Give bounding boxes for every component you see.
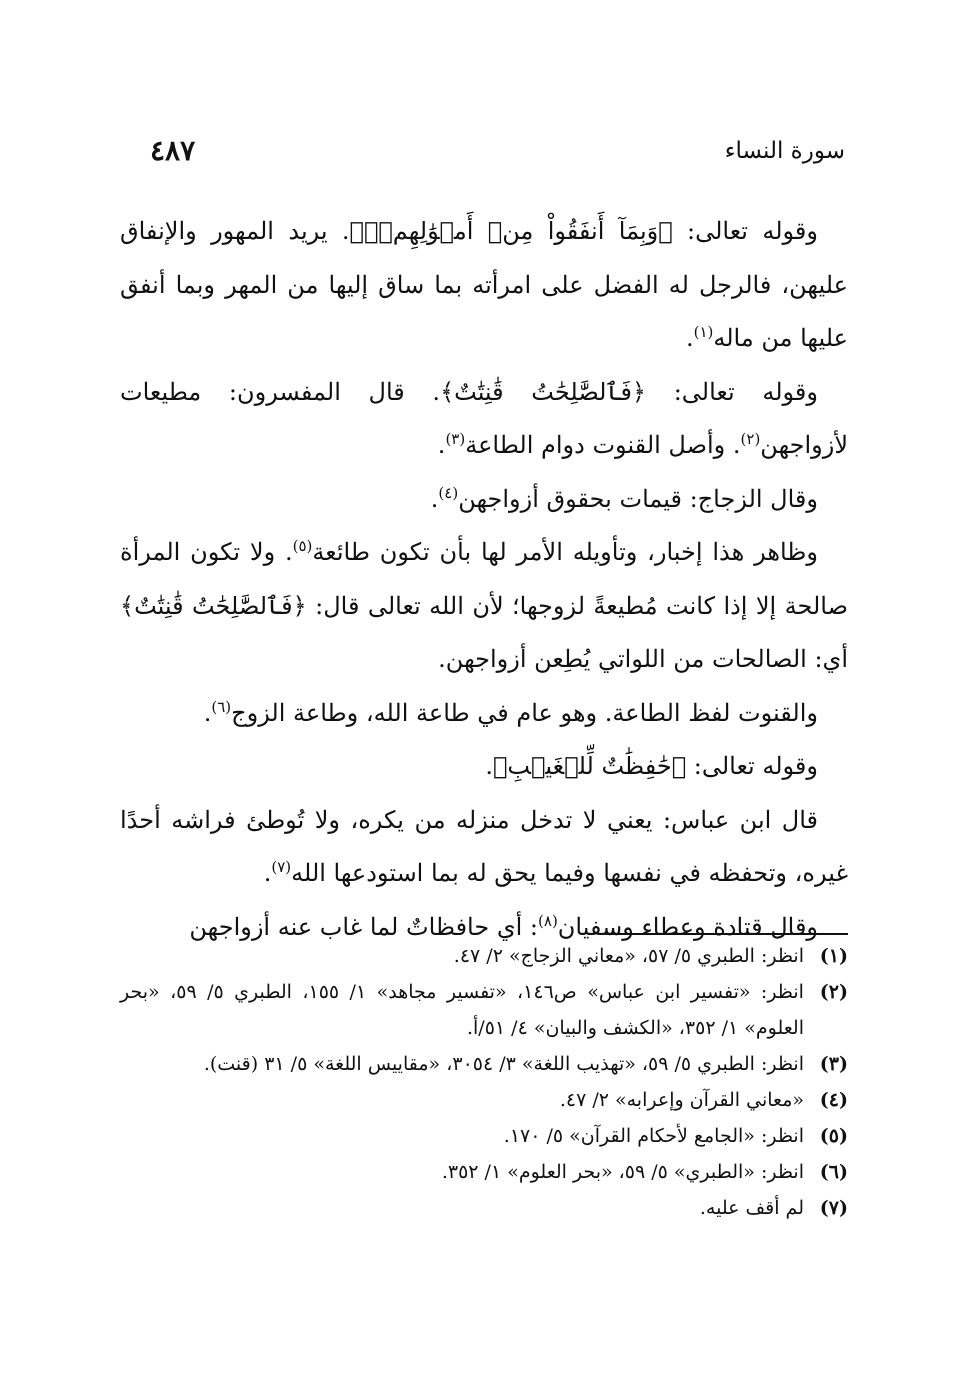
footnote-marker: (٧) [271,858,292,876]
footnote-marker: (٥) [292,537,313,555]
footnote [120,974,848,1046]
paragraph-text: وقوله تعالى: [646,377,818,406]
paragraph [120,473,848,527]
footnote-number: (١) [819,945,848,967]
footnote [120,1118,848,1154]
footnote [120,1154,848,1190]
footnote-number: (٧) [819,1197,848,1219]
paragraph-text: أي: الصالحات من اللواتي يُطِعن أزواجهن. [438,645,848,673]
footnote [120,1082,848,1118]
paragraph [120,687,848,741]
paragraph-text: . [437,431,446,459]
paragraph [120,366,848,473]
footnote-text: انظر: «الجامع لأحكام القرآن» ٥/ ١٧٠. [503,1125,804,1147]
footnote-separator [605,933,848,935]
footnote-marker: (٤) [438,483,459,502]
footnote-marker: (١) [693,323,714,341]
surah-title: سورة النساء [724,138,845,164]
footnote-number: (٥) [819,1125,848,1147]
page-header [150,130,845,180]
footnote-marker: (٣) [445,430,466,448]
footnote-text: «معاني القرآن وإعرابه» ٢/ ٤٧. [559,1089,804,1111]
paragraph-text: والقنوت لفظ الطاعة. وهو عام في طاعة الله، وطاعة الزوج [231,698,818,727]
footnote-number: (٦) [819,1161,848,1183]
footnote-text: انظر: «تفسير ابن عباس» ص١٤٦، «تفسير مجاهد» ١/ ١٥٥، الطبري ٥/ ٥٩، «بحر العلوم» ١/ ٣٥٢، «الكشف والبيان» ٤/ ٥١/أ. [120,981,804,1039]
footnote [120,1190,848,1226]
paragraph [120,794,848,901]
paragraph-text: . [203,698,212,727]
paragraph-text: وظاهر هذا إخبار، وتأويله الأمر لها بأن تكون طائعة [312,538,818,566]
paragraph [120,740,848,794]
quran-verse: ﴿فَٱلصَّٰلِحَٰتُ قَٰنِتَٰتٌ﴾ [440,377,647,406]
paragraph-text: وقوله تعالى: [672,217,818,245]
paragraph-text: . [430,484,439,513]
footnotes-section [120,938,848,1226]
page-number: ٤٨٧ [150,134,196,167]
quran-verse: ﴿حَٰفِظَٰتٌ لِّلۡغَيۡبِ﴾ [493,752,687,780]
quran-verse: ﴿فَٱلصَّٰلِحَٰتُ قَٰنِتَٰتٌ﴾ [120,591,307,620]
footnote-number: (٣) [819,1053,848,1075]
paragraph-text: . وأصل القنوت دوام الطاعة [465,431,741,459]
footnote-marker: (٢) [740,430,761,448]
paragraph-text: وقوله تعالى: [686,752,818,780]
footnote [120,1046,848,1082]
footnote-text: انظر: الطبري ٥/ ٥٧، «معاني الزجاج» ٢/ ٤٧. [453,945,804,967]
footnote-text: لم أقف عليه. [699,1197,804,1219]
footnote-text: انظر: «الطبري» ٥/ ٥٩، «بحر العلوم» ١/ ٣٥٢. [441,1161,804,1183]
paragraph-text: وقال قتادة وعطاء وسفيان [557,912,818,941]
paragraph-text: : أي حافظاتٌ لما غاب عنه أزواجهن [189,912,539,941]
footnote-number: (٢) [819,981,848,1003]
footnote-marker: (٦) [211,697,232,716]
paragraph [120,205,848,366]
paragraph-text: قال ابن عباس: يعني لا تدخل منزله من يكره، ولا تُوطئ فراشه أحدًا غيره، وتحفظه في نفسها وفيما يحق له بما استودعها الله [120,805,848,887]
paragraph [120,526,848,687]
paragraph-text: . [263,859,272,887]
footnote-marker: (٨) [538,911,558,930]
paragraph-text: . ولا تكون المرأة صالحة إلا إذا كانت مُطيعةً لزوجها؛ لأن الله تعالى قال: [120,538,848,620]
quran-verse: ﴿وَبِمَآ أَنفَقُواْ مِنۡ أَمۡوَٰلِهِمۡۚ﴾ [349,217,673,245]
paragraph-text: . [685,324,694,352]
footnote [120,938,848,974]
footnote-number: (٤) [819,1089,848,1111]
paragraph-text: وقال الزجاج: قيمات بحقوق أزواجهن [458,484,818,513]
paragraph-text: . يريد المهور والإنفاق عليهن، فالرجل له الفضل على امرأته بما ساق إليها من المهر وبما أنفق عليها من ماله [120,217,848,352]
main-text [120,205,848,954]
paragraph-text: . [485,752,493,780]
footnote-text: انظر: الطبري ٥/ ٥٩، «تهذيب اللغة» ٣/ ٣٠٥٤، «مقاييس اللغة» ٥/ ٣١ (قنت). [203,1053,804,1075]
paragraph-text: . قال المفسرون: مطيعات لأزواجهن [120,377,848,459]
